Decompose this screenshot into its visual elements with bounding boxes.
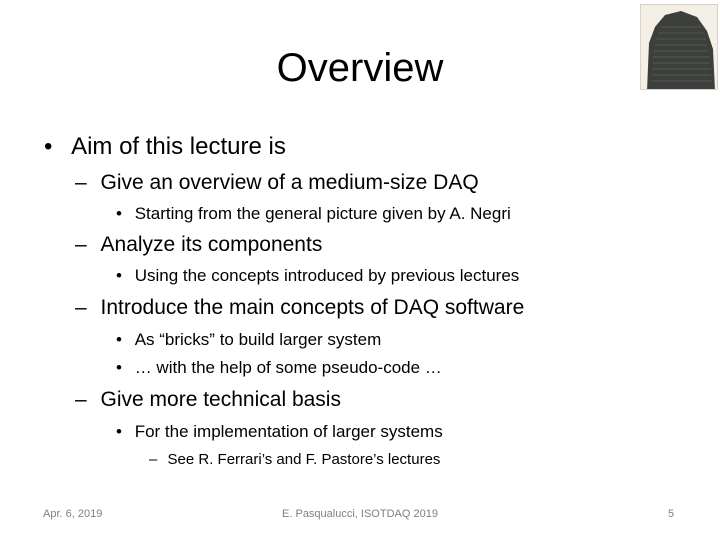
slide-title: Overview bbox=[276, 46, 444, 90]
subbullet-item-overview bbox=[75, 171, 479, 195]
page-number: 5 bbox=[668, 508, 675, 520]
bullet-text: Analyze its components bbox=[100, 233, 323, 256]
bullet-dot: • bbox=[44, 133, 53, 160]
bullet-dash: – bbox=[75, 296, 87, 319]
subbullet-item-analyze bbox=[75, 233, 322, 257]
bullet-text: Aim of this lecture is bbox=[71, 133, 286, 160]
bullet-dot: • bbox=[116, 266, 122, 285]
bullet-text: For the implementation of larger systems bbox=[134, 422, 443, 441]
bullet-item-aim bbox=[44, 133, 286, 161]
footer-date: Apr. 6, 2019 bbox=[43, 508, 103, 520]
bullet-text: Give more technical basis bbox=[100, 388, 341, 411]
bullet-dash: – bbox=[75, 233, 87, 256]
bullet-dot: • bbox=[116, 422, 122, 441]
level4-item-lectures bbox=[149, 451, 440, 468]
bullet-dash: – bbox=[75, 388, 87, 411]
footer-author: E. Pasqualucci, ISOTDAQ 2019 bbox=[282, 508, 438, 520]
bullet-dot: • bbox=[116, 204, 122, 223]
subsubbullet-item-pseudocode bbox=[116, 358, 442, 378]
bullet-dot: • bbox=[116, 330, 122, 349]
subsubbullet-item-bricks bbox=[116, 330, 381, 350]
bullet-dash: – bbox=[75, 171, 87, 194]
bullet-text: … with the help of some pseudo-code … bbox=[134, 358, 442, 377]
subbullet-item-technical bbox=[75, 388, 341, 412]
subsubbullet-item-concepts bbox=[116, 266, 519, 286]
bullet-text: Introduce the main concepts of DAQ software bbox=[100, 296, 525, 319]
bullet-text: Starting from the general picture given by A. Negri bbox=[134, 204, 511, 223]
subbullet-item-introduce bbox=[75, 296, 524, 320]
bullet-text: As “bricks” to build larger system bbox=[134, 330, 382, 349]
bullet-dash: – bbox=[149, 451, 158, 468]
subsubbullet-item-implementation bbox=[116, 422, 443, 442]
bullet-text: Give an overview of a medium-size DAQ bbox=[100, 171, 479, 194]
bullet-text: See R. Ferrari’s and F. Pastore’s lectures bbox=[167, 451, 441, 468]
rosetta-stone-image bbox=[640, 4, 718, 90]
bullet-dot: • bbox=[116, 358, 122, 377]
subsubbullet-item-negri bbox=[116, 204, 511, 224]
bullet-text: Using the concepts introduced by previous lectures bbox=[134, 266, 520, 285]
